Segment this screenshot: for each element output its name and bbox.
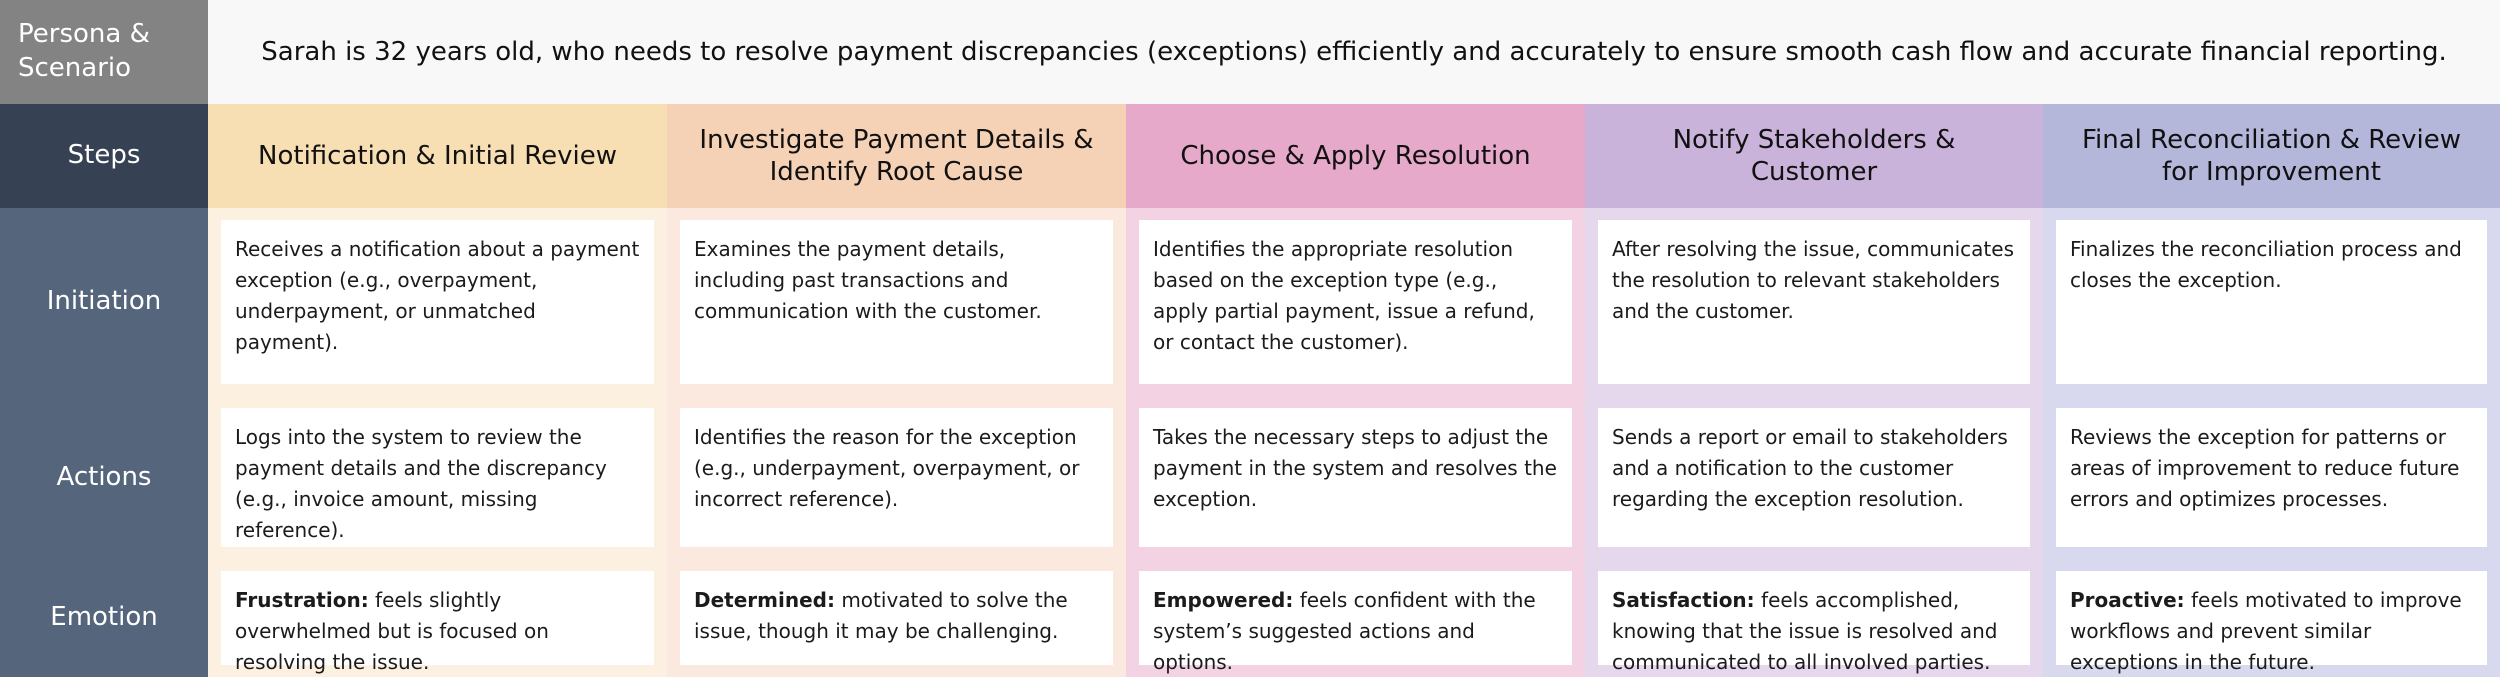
initiation-card: Finalizes the reconciliation process and closes the exception. — [2056, 220, 2487, 384]
emotion-cell — [667, 559, 1126, 677]
actions-cell — [208, 396, 667, 559]
emotion-label: Determined: — [694, 588, 835, 612]
emotion-label: Frustration: — [235, 588, 369, 612]
scenario-text: Sarah is 32 years old, who needs to resolve payment discrepancies (exceptions) efficiently and accurately to ensure smooth cash flow and accurate financial reporting. — [208, 0, 2500, 104]
emotion-cell — [208, 559, 667, 677]
steps-label: Steps — [0, 104, 208, 208]
emotion-cell — [2043, 559, 2500, 677]
actions-card: Identifies the reason for the exception (e.g., underpayment, overpayment, or incorrect reference). — [680, 408, 1113, 547]
initiation-cell — [2043, 208, 2500, 396]
initiation-cell — [1585, 208, 2043, 396]
emotion-text: feels slightly overwhelmed but is focused on resolving the issue. — [235, 588, 549, 674]
actions-card: Sends a report or email to stakeholders and a notification to the customer regarding the exception resolution. — [1598, 408, 2030, 547]
emotion-card — [1598, 571, 2030, 674]
step-heading: Notify Stakeholders & Customer — [1585, 104, 2043, 208]
step-heading: Notification & Initial Review — [208, 104, 667, 208]
row-label-emotion: Emotion — [0, 559, 208, 677]
row-label-actions: Actions — [0, 396, 208, 559]
emotion-cell — [1126, 559, 1585, 677]
initiation-cell — [1126, 208, 1585, 396]
initiation-card: After resolving the issue, communicates the resolution to relevant stakeholders and the customer. — [1598, 220, 2030, 384]
actions-card: Takes the necessary steps to adjust the payment in the system and resolves the exception. — [1139, 408, 1572, 547]
initiation-cell — [667, 208, 1126, 396]
row-label-initiation: Initiation — [0, 208, 208, 396]
emotion-label: Empowered: — [1153, 588, 1294, 612]
step-heading: Choose & Apply Resolution — [1126, 104, 1585, 208]
emotion-card — [1139, 571, 1572, 674]
actions-card: Logs into the system to review the payment details and the discrepancy (e.g., invoice amount, missing reference). — [221, 408, 654, 547]
initiation-card: Identifies the appropriate resolution based on the exception type (e.g., apply partial payment, issue a refund, or contact the customer). — [1139, 220, 1572, 384]
emotion-card — [221, 571, 654, 674]
initiation-cell — [208, 208, 667, 396]
emotion-label: Proactive: — [2070, 588, 2185, 612]
emotion-card — [680, 571, 1113, 665]
emotion-text: feels confident with the system’s suggested actions and options. — [1153, 588, 1536, 674]
actions-cell — [2043, 396, 2500, 559]
emotion-text: feels motivated to improve workflows and prevent similar exceptions in the future. — [2070, 588, 2462, 674]
persona-label: Persona & Scenario — [0, 0, 208, 104]
actions-cell — [667, 396, 1126, 559]
step-heading: Investigate Payment Details & Identify Root Cause — [667, 104, 1126, 208]
step-heading: Final Reconciliation & Review for Improvement — [2043, 104, 2500, 208]
actions-cell — [1126, 396, 1585, 559]
emotion-text: feels accomplished, knowing that the issue is resolved and communicated to all involved parties. — [1612, 588, 1998, 674]
initiation-card: Examines the payment details, including past transactions and communication with the customer. — [680, 220, 1113, 384]
emotion-text: motivated to solve the issue, though it may be challenging. — [694, 588, 1068, 643]
emotion-cell — [1585, 559, 2043, 677]
actions-card: Reviews the exception for patterns or areas of improvement to reduce future errors and optimizes processes. — [2056, 408, 2487, 547]
initiation-card: Receives a notification about a payment exception (e.g., overpayment, underpayment, or unmatched payment). — [221, 220, 654, 384]
emotion-label: Satisfaction: — [1612, 588, 1755, 612]
actions-cell — [1585, 396, 2043, 559]
emotion-card — [2056, 571, 2487, 674]
